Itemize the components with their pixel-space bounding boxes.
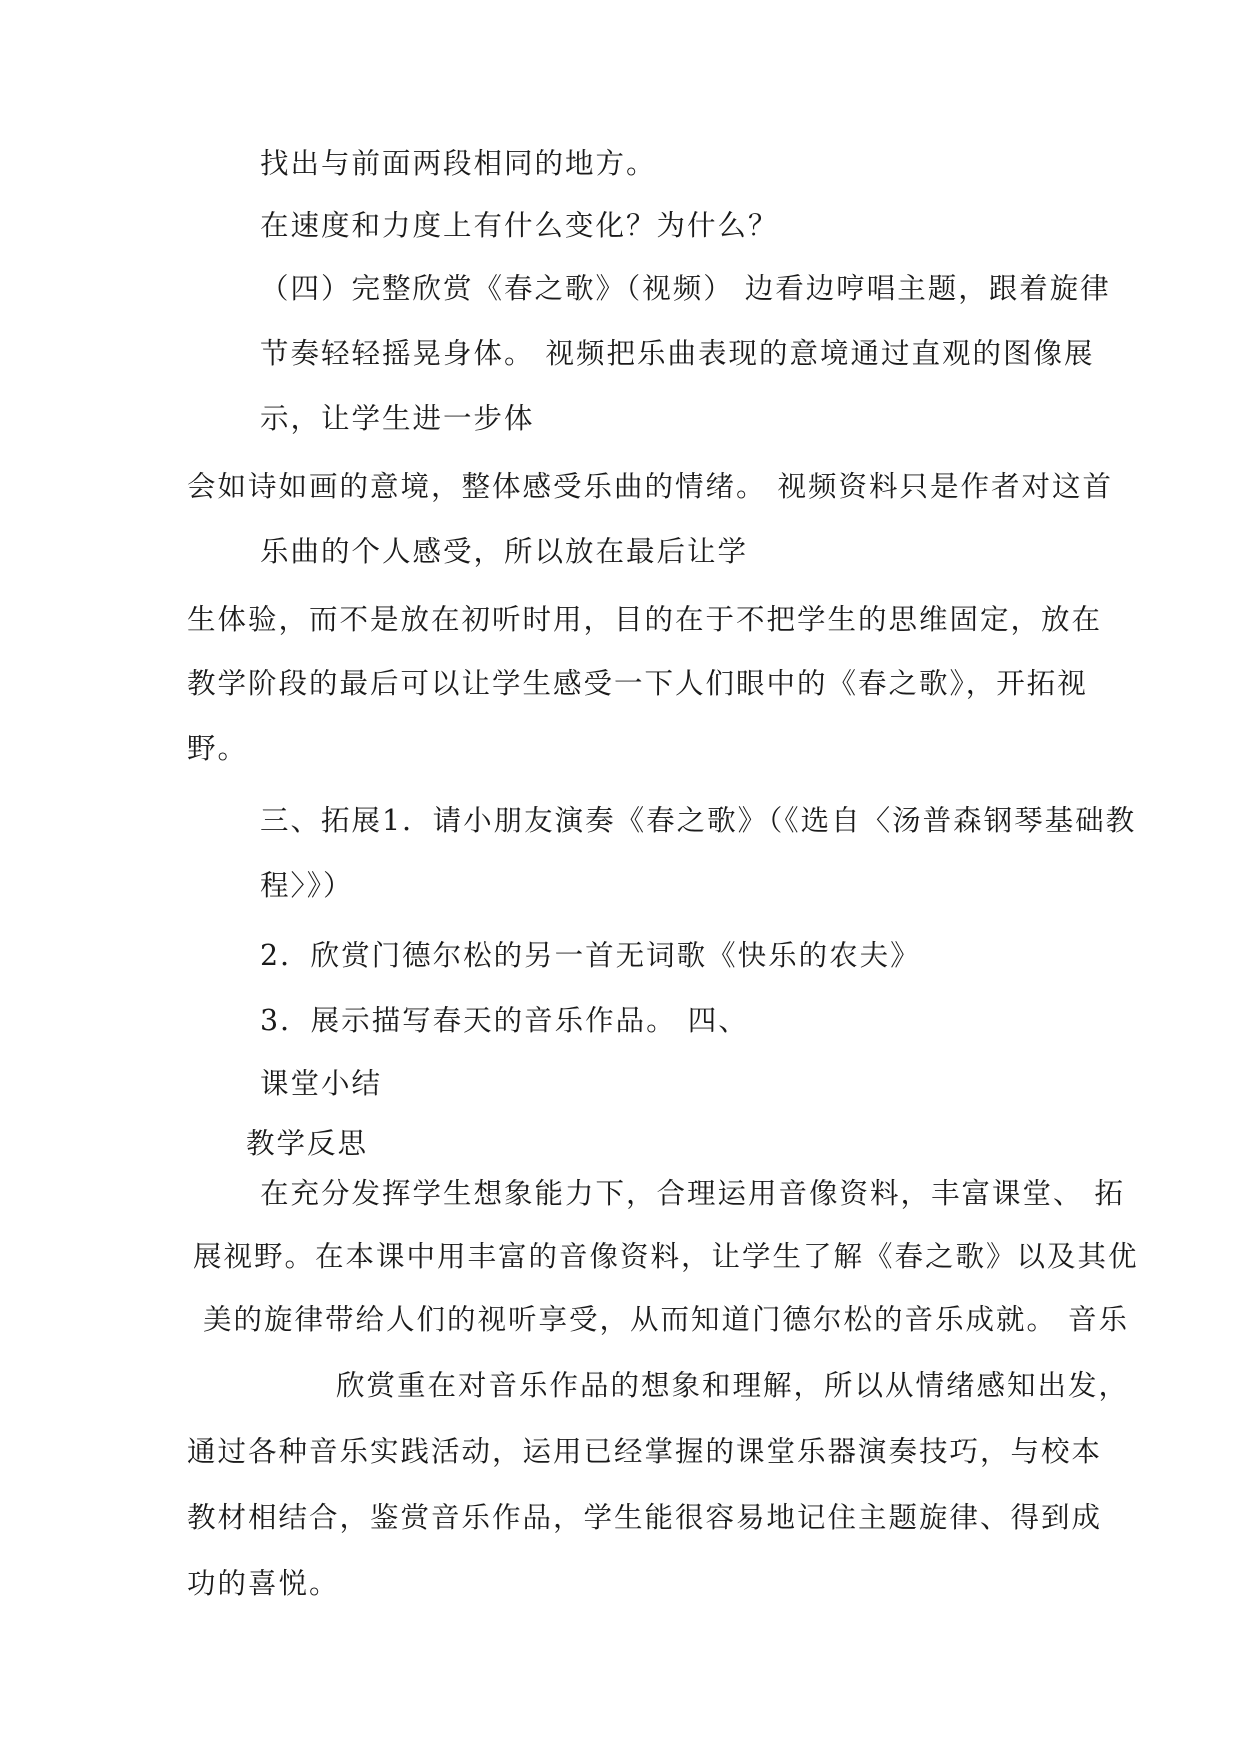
text-line: 功的喜悦。 [187, 1567, 340, 1600]
text-line: 会如诗如画的意境，整体感受乐曲的情绪。 视频资料只是作者对这首 [187, 470, 1114, 503]
text-line: 找出与前面两段相同的地方。 [260, 147, 657, 180]
text-line: 节奏轻轻摇晃身体。 视频把乐曲表现的意境通过直观的图像展 [260, 337, 1095, 370]
text-line: 课堂小结 [260, 1067, 383, 1100]
text-line: 通过各种音乐实践活动，运用已经掌握的课堂乐器演奏技巧，与校本 [187, 1435, 1103, 1468]
text-line: 野。 [187, 732, 249, 765]
text-line: 教学阶段的最后可以让学生感受一下人们眼中的《春之歌》，开拓视 [187, 667, 1088, 700]
text-line: 乐曲的个人感受，所以放在最后让学 [260, 535, 749, 568]
text-line: 生体验，而不是放在初听时用，目的在于不把学生的思维固定，放在 [187, 603, 1103, 636]
text-line: 示，让学生进一步体 [260, 402, 535, 435]
text-line: 在速度和力度上有什么变化？为什么？ [260, 209, 779, 242]
section-heading: 教学反思 [246, 1127, 369, 1160]
text-line: 3．展示描写春天的音乐作品。 四、 [260, 1004, 749, 1037]
text-line: 欣赏重在对音乐作品的想象和理解，所以从情绪感知出发， [336, 1369, 1130, 1402]
text-line: （四）完整欣赏《春之歌》（视频） 边看边哼唱主题，跟着旋律 [260, 272, 1111, 305]
text-line: 程〉》） [260, 869, 354, 902]
text-line: 三、拓展1．请小朋友演奏《春之歌》（《选自〈汤普森钢琴基础教 [260, 804, 1137, 837]
text-line: 在充分发挥学生想象能力下，合理运用音像资料，丰富课堂、 拓 [260, 1177, 1126, 1210]
text-line: 2．欣赏门德尔松的另一首无词歌《快乐的农夫》 [260, 939, 921, 972]
text-line: 教材相结合，鉴赏音乐作品，学生能很容易地记住主题旋律、得到成 [187, 1501, 1103, 1534]
text-line: 展视野。在本课中用丰富的音像资料，让学生了解《春之歌》以及其优 [193, 1240, 1139, 1273]
text-line: 美的旋律带给人们的视听享受，从而知道门德尔松的音乐成就。 音乐 [203, 1303, 1130, 1336]
